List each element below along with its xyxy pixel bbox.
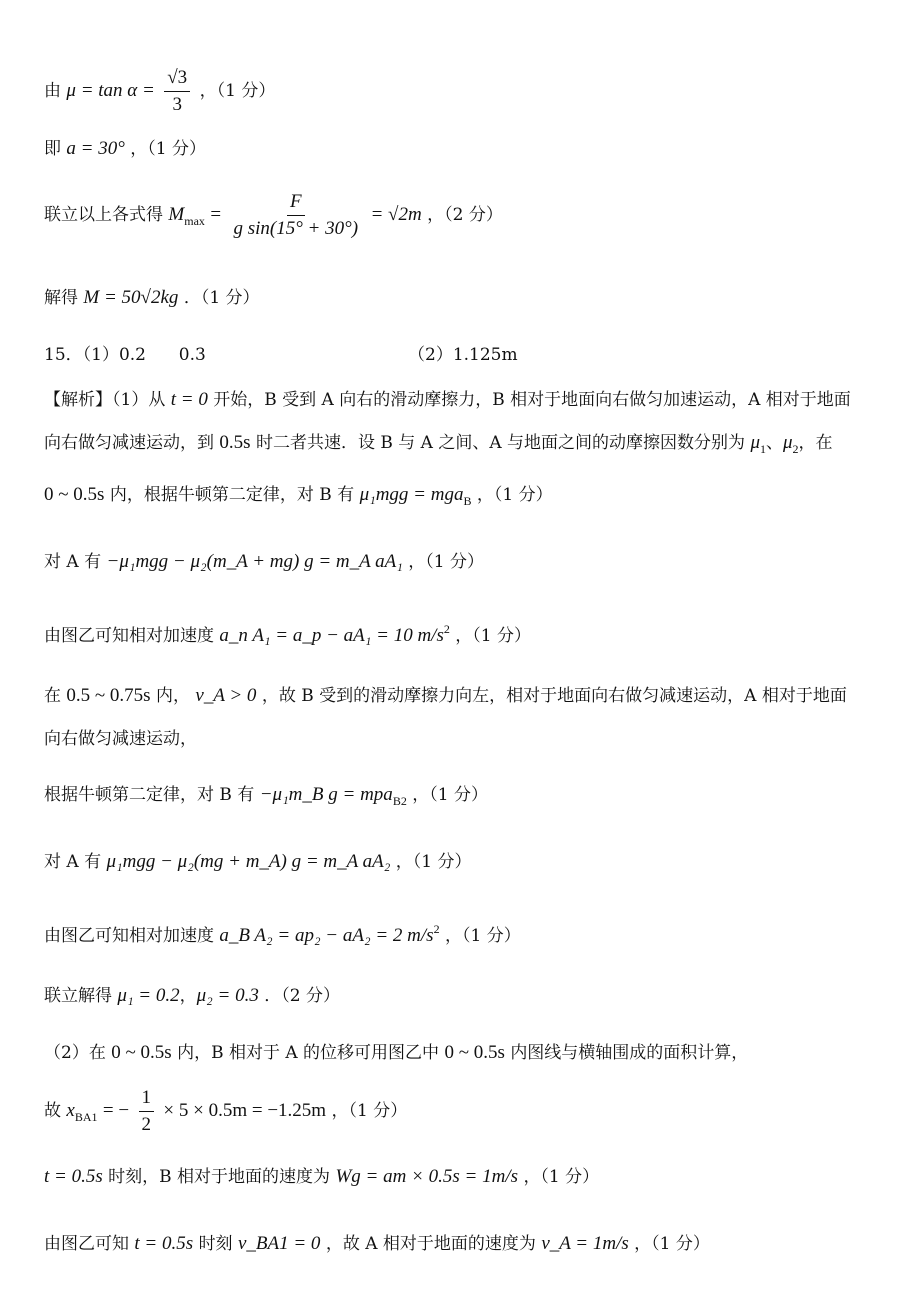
- text: ，故 B 受到的滑动摩擦力向左，相对于地面向右做匀减速运动，A 相对于地面: [261, 686, 847, 706]
- score-note: ，（1 分）: [408, 552, 484, 572]
- subscript: B: [463, 494, 472, 508]
- formula: t = 0: [170, 389, 208, 410]
- text: 由图乙可知相对加速度: [44, 626, 214, 646]
- subscript: max: [184, 214, 205, 228]
- formula: −μ₁mgg − μ₂(m_A + mg) g = m_A aA₁: [106, 551, 403, 572]
- answer-part2: （2）1.125m: [408, 345, 518, 365]
- score-note: ．（2 分）: [264, 986, 340, 1006]
- line-analysis-3: [44, 483, 553, 513]
- text: 即: [44, 139, 61, 159]
- separator: 、: [766, 433, 783, 453]
- formula: v_A = 1m/s: [541, 1233, 629, 1254]
- formula: 0 ~ 0.5s: [111, 1042, 172, 1063]
- text: 向右做匀减速运动，: [44, 729, 197, 749]
- score-note: ，（1 分）: [455, 626, 531, 646]
- text: 解得: [44, 288, 78, 308]
- formula: a_n A₁ = a_p − aA₁ = 10 m/s: [219, 625, 444, 646]
- line-analysis-1: [44, 388, 851, 412]
- text: 由图乙可知相对加速度: [44, 926, 214, 946]
- fraction-numerator: √3: [164, 66, 190, 92]
- line-analysis-4: [44, 550, 484, 574]
- line-analysis-9: [44, 850, 472, 874]
- score-note: ，（1 分）: [395, 852, 472, 872]
- equals: =: [210, 204, 222, 225]
- text: 由图乙可知: [44, 1234, 129, 1254]
- mu-symbol: μ: [783, 432, 793, 453]
- text: 由: [44, 81, 61, 101]
- formula: × 5 × 0.5m = −1.25m: [163, 1100, 327, 1121]
- text: 内，: [156, 686, 190, 706]
- formula: μ₁ = 0.2: [117, 985, 180, 1006]
- line-alpha-30: [44, 137, 206, 161]
- text: 时刻，B 相对于地面的速度为: [108, 1167, 331, 1187]
- formula: Wg = am × 0.5s = 1m/s: [335, 1166, 519, 1187]
- fraction: [164, 66, 190, 117]
- fraction-denominator: 3: [172, 94, 182, 115]
- line-answer-15-part2: [408, 343, 518, 367]
- formula: v_BA1 = 0: [237, 1233, 321, 1254]
- score-note: ，（1 分）: [523, 1167, 600, 1187]
- line-mmax: [44, 190, 503, 241]
- text: 时二者共速．设 B 与 A 之间、A 与地面之间的动摩擦因数分别为: [255, 433, 746, 453]
- score-note: ．（1 分）: [183, 288, 260, 308]
- fraction-numerator: F: [287, 190, 305, 216]
- line-analysis-12: [44, 1041, 748, 1065]
- line-analysis-6: [44, 684, 847, 708]
- score-note: ，（1 分）: [331, 1101, 408, 1121]
- text: ，在: [798, 433, 833, 453]
- answer-part1-b: 0.3: [178, 345, 206, 365]
- text: 对 A 有: [44, 852, 102, 872]
- score-note: ，（1 分）: [199, 81, 276, 101]
- line-analysis-15: [44, 1232, 710, 1256]
- fraction: [139, 1086, 155, 1137]
- fraction-numerator: 1: [139, 1086, 155, 1112]
- superscript: 2: [443, 622, 450, 636]
- text: 在: [44, 686, 61, 706]
- line-analysis-11: [44, 984, 340, 1008]
- fraction-denominator: 2: [141, 1114, 152, 1135]
- formula: x: [66, 1100, 75, 1121]
- line-analysis-10: [44, 917, 521, 948]
- score-note: ，（1 分）: [476, 485, 553, 505]
- subscript: 1: [760, 442, 766, 456]
- line-mu-tan: [44, 66, 275, 117]
- score-note: ，（2 分）: [427, 205, 503, 225]
- line-analysis-13: [44, 1086, 407, 1137]
- line-analysis-2: [44, 431, 833, 461]
- text: 联立以上各式得: [44, 205, 163, 225]
- line-analysis-5: [44, 617, 531, 648]
- formula: a = 30°: [66, 138, 125, 159]
- text: 对 A 有: [44, 552, 102, 572]
- subscript: BA1: [74, 1110, 98, 1124]
- formula: −μ₁m_B g = mpa: [259, 784, 393, 805]
- line-analysis-8: [44, 783, 488, 813]
- text: 内图线与横轴围成的面积计算，: [510, 1043, 749, 1063]
- superscript: 2: [433, 922, 440, 936]
- formula: t = 0.5s: [134, 1233, 194, 1254]
- formula: 0.5 ~ 0.75s: [66, 685, 151, 706]
- mu-symbol: μ: [750, 432, 760, 453]
- line-answer-15: [44, 343, 206, 367]
- score-note: ，（1 分）: [412, 785, 488, 805]
- formula: 0 ~ 0.5s: [444, 1042, 505, 1063]
- text: ，故 A 相对于地面的速度为: [325, 1234, 536, 1254]
- text: 时刻: [198, 1234, 233, 1254]
- formula: μ = tan α =: [66, 80, 155, 101]
- line-analysis-14: [44, 1165, 599, 1189]
- formula: M = 50√2kg: [83, 287, 179, 308]
- formula: μ₁mgg = mga: [359, 484, 464, 505]
- text: 根据牛顿第二定律，对 B 有: [44, 785, 255, 805]
- fraction: [230, 190, 361, 241]
- formula: 0 ~ 0.5s: [44, 484, 105, 505]
- score-note: ，（1 分）: [444, 926, 521, 946]
- fraction-denominator: g sin(15° + 30°): [233, 218, 359, 239]
- equals: = −: [102, 1100, 130, 1121]
- formula: M: [168, 204, 185, 225]
- formula: a_B A₂ = ap₂ − aA₂ = 2 m/s: [219, 925, 434, 946]
- text: 故: [44, 1101, 61, 1121]
- line-m-result: [44, 286, 260, 310]
- separator: ，: [179, 986, 197, 1006]
- text: 内，B 相对于 A 的位移可用图乙中: [177, 1043, 440, 1063]
- score-note: ，（1 分）: [130, 139, 206, 159]
- text: 开始，B 受到 A 向右的滑动摩擦力，B 相对于地面向右做匀加速运动，A 相对于地面: [213, 390, 851, 410]
- score-note: ，（1 分）: [634, 1234, 710, 1254]
- text: 【解析】（1）从: [44, 390, 166, 410]
- formula: = √2m: [370, 204, 422, 225]
- text: 向右做匀减速运动，到: [44, 433, 214, 453]
- formula: μ₂ = 0.3: [196, 985, 259, 1006]
- text: 联立解得: [44, 986, 112, 1006]
- formula: μ₁mgg − μ₂(mg + m_A) g = m_A aA₂: [106, 851, 391, 872]
- formula: t = 0.5s: [44, 1166, 103, 1187]
- text: （2）在: [44, 1043, 106, 1063]
- formula: v_A > 0: [195, 685, 257, 706]
- text: 内，根据牛顿第二定律，对 B 有: [109, 485, 355, 505]
- line-analysis-7: [44, 727, 197, 751]
- formula: 0.5s: [219, 432, 251, 453]
- subscript: B2: [392, 794, 407, 808]
- answer-part1: 15．（1）0.2: [44, 345, 146, 365]
- subscript: 2: [792, 442, 799, 456]
